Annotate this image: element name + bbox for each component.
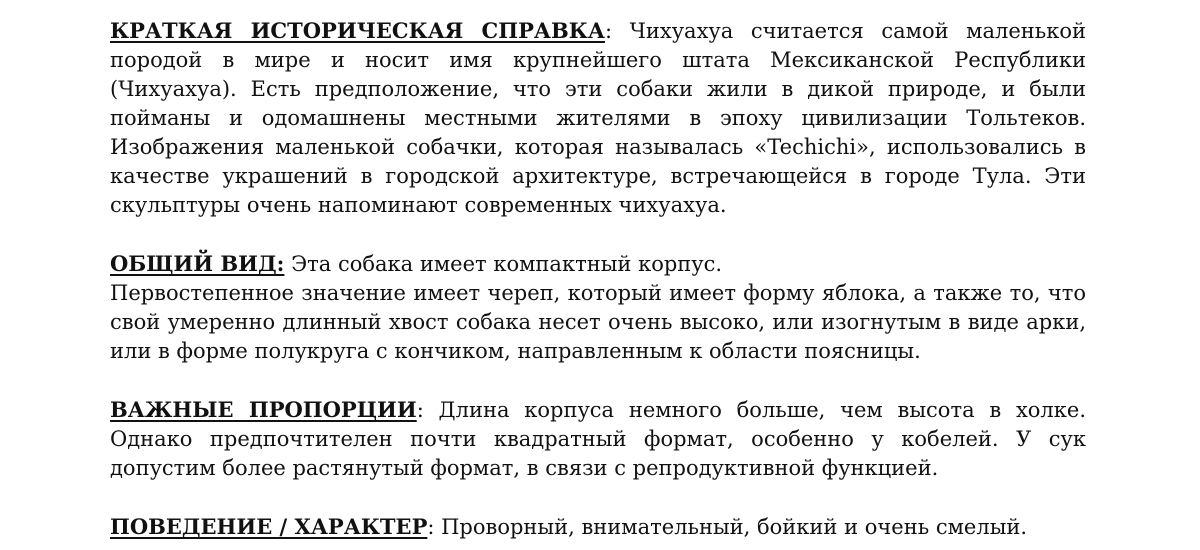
general-view-text: Эта собака имеет компактный корпус.: [284, 252, 723, 276]
history-paragraph: [110, 16, 1086, 220]
history-separator: :: [604, 19, 613, 43]
general-view-extra-paragraph: [110, 279, 1086, 366]
history-heading: КРАТКАЯ ИСТОРИЧЕСКАЯ СПРАВКА: [110, 18, 605, 43]
general-view-paragraph: [110, 249, 1086, 279]
proportions-paragraph: [110, 395, 1086, 483]
general-view-extra-text: Первостепенное значение имеет череп, который имеет форму яблока, а также то, что свой умеренно длинный хвост собака несет очень высоко, или изогнутым в виде арки, или в форме полукруга с кончиком, направленным к области поясницы.: [110, 281, 1086, 363]
behavior-text: Проворный, внимательный, бойкий и очень смелый.: [434, 515, 1028, 539]
document-body: [110, 16, 1086, 542]
general-view-heading: ОБЩИЙ ВИД:: [110, 251, 285, 276]
paragraph-spacer: [110, 220, 1086, 249]
paragraph-spacer: [110, 366, 1086, 395]
paragraph-spacer: [110, 483, 1086, 512]
history-text: Чихуахуа считается самой маленькой породой в мире и носит имя крупнейшего штата Мексиканской Республики (Чихуахуа). Есть предположение, что эти собаки жили в дикой природе, и были пойманы и одомашнены местными жителями в эпоху цивилизации Тольтеков. Изображения маленькой собачки, которая называлась «Techichi», использовались в качестве украшений в городской архитектуре, встречающейся в городе Тула. Эти скульптуры очень напоминают современных чихуахуа.: [110, 19, 1086, 217]
proportions-text: Длина корпуса немного больше, чем высота в холке. Однако предпочтителен почти квадратный формат, особенно у кобелей. У сук допустим более растянутый формат, в связи с репродуктивной функцией.: [110, 398, 1086, 480]
proportions-heading: ВАЖНЫЕ ПРОПОРЦИИ: [110, 397, 417, 422]
proportions-separator: :: [416, 398, 424, 422]
behavior-heading: ПОВЕДЕНИЕ / ХАРАКТЕР: [110, 514, 428, 539]
behavior-paragraph: [110, 512, 1086, 542]
behavior-separator: :: [427, 515, 435, 539]
